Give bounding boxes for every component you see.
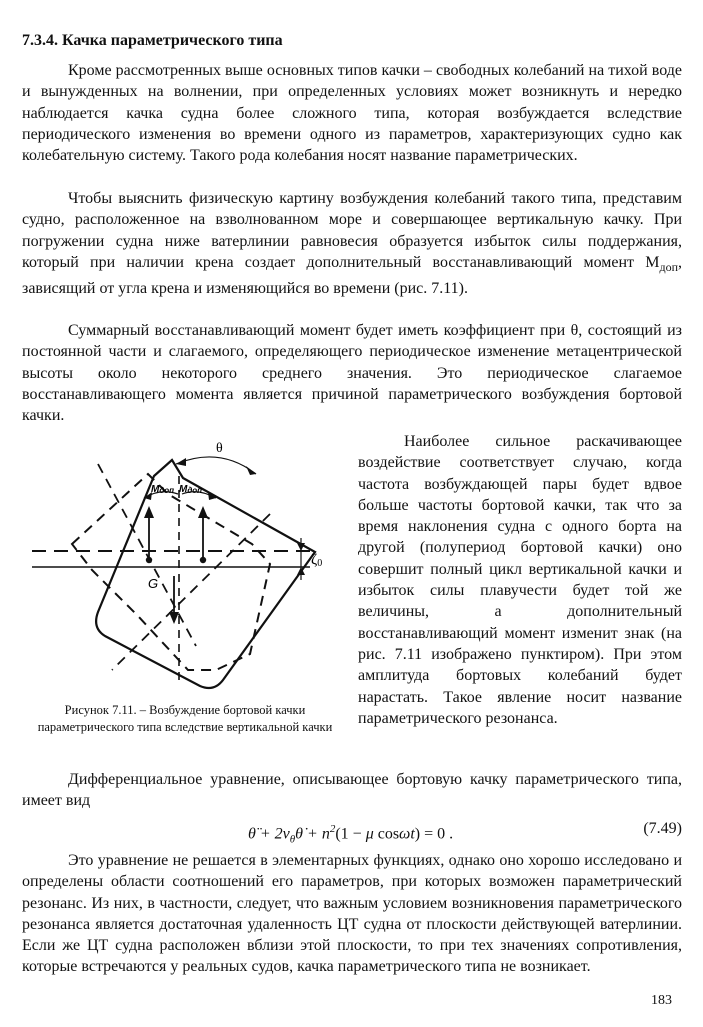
figure-caption: Рисунок 7.11. – Возбуждение бортовой качки параметрического типа вследствие вертикальной качки: [37, 703, 333, 734]
force-arrow-1-head: [144, 506, 154, 518]
m-dop-label-right: Mдоп: [179, 484, 203, 495]
page-number: 183: [651, 993, 672, 1008]
theta-label: θ: [216, 441, 223, 456]
paragraph-6: Это уравнение не решается в элементарных функциях, однако оно хорошо исследовано и определены области соотношений его параметров, при которых возможен параметрический резонанс. Из них, в частности, следует, что важным условием возникновения параметрического резонанса является достаточная удаленность ЦТ судна от плоскости действующей ватерлинии. Если же ЦТ судна расположен вблизи этой плоскости, то при тех значениях сопротивления, которые встречаются у реальных судов, качка параметрического типа не возникает.: [22, 852, 682, 976]
zeta-arrow-top: [297, 543, 305, 551]
paragraph-5: Дифференциальное уравнение, описывающее бортовую качку параметрического типа, имеет вид: [22, 771, 682, 810]
zeta-label: ζ0: [311, 552, 323, 569]
figure-7-11: [20, 434, 350, 696]
paragraph-2-subscript: доп: [659, 260, 678, 275]
theta-arc: [176, 457, 256, 474]
paragraph-1: Кроме рассмотренных выше основных типов качки – свободных колебаний на тихой воде и вынужденных на волнении, при определенных условиях может возникнуть и нередко наблюдается качка судна более сложного типа, которая возбуждается вследствие периодического изменения во времени одного из параметров, характеризующих судно как колебательную систему. Такого рода колебания носят название параметрических.: [22, 62, 682, 165]
theta-arc-head-left: [176, 458, 186, 466]
upright-hull-outline: [72, 474, 270, 670]
weight-arrow-head: [169, 612, 179, 624]
equation-formula: θ̈ + $2\nu_\theta\thetȧ + n^2(1 - \mu$ cosωt) = 0 .: [248, 823, 454, 846]
application-point-2: [200, 557, 206, 563]
section-heading: 7.3.4. Качка параметрического типа: [22, 32, 283, 49]
application-point-1: [146, 557, 152, 563]
paragraph-2: [22, 188, 682, 300]
g-label: G: [148, 576, 159, 591]
equation-number: (7.49): [643, 820, 682, 837]
paragraph-2-tail: , зависящий от угла крена и изменяющийся во времени (рис. 7.11).: [22, 253, 682, 298]
paragraph-4: Наиболее сильное раскачивающее воздействие соответствует случаю, когда частота возбуждающей пары будет вдвое больше частоты бортовой качки, так что за время наклонения судна с одного борта на другой (полупериод бортовой качки) оно совершит полный цикл вертикальной качки и избыток силы плавучести будет той же величины, а дополнительный восстанавливающий момент изменит знак (на рис. 7.11 изображено пунктиром). При этом амплитуда бортовых колебаний будет нарастать. Такое явление носит название параметрического резонанса.: [358, 433, 682, 727]
paragraph-2-text: Чтобы выяснить физическую картину возбуждения колебаний такого типа, представим судно, расположенное на взволнованном море и совершающее вертикальную качку. При погружении судна ниже ватерлинии равновесия образуется избыток силы поддержания, который при наличии крена создает дополнительный восстанавливающий момент M: [22, 190, 682, 271]
rotated-hull-outline: [96, 460, 315, 688]
force-arrow-2-head: [198, 506, 208, 518]
theta-arc-head-right: [246, 466, 256, 475]
paragraph-3: Суммарный восстанавливающий момент будет иметь коэффициент при θ, состоящий из постоянной части и слагаемого, определяющего периодическое изменение метацентрической высоты около некоторого среднего значения. Это периодическое слагаемое восстанавливающего момента является причиной параметрического возбуждения бортовой качки.: [22, 322, 682, 425]
m-dop-label-left: Mдоп: [151, 484, 175, 495]
